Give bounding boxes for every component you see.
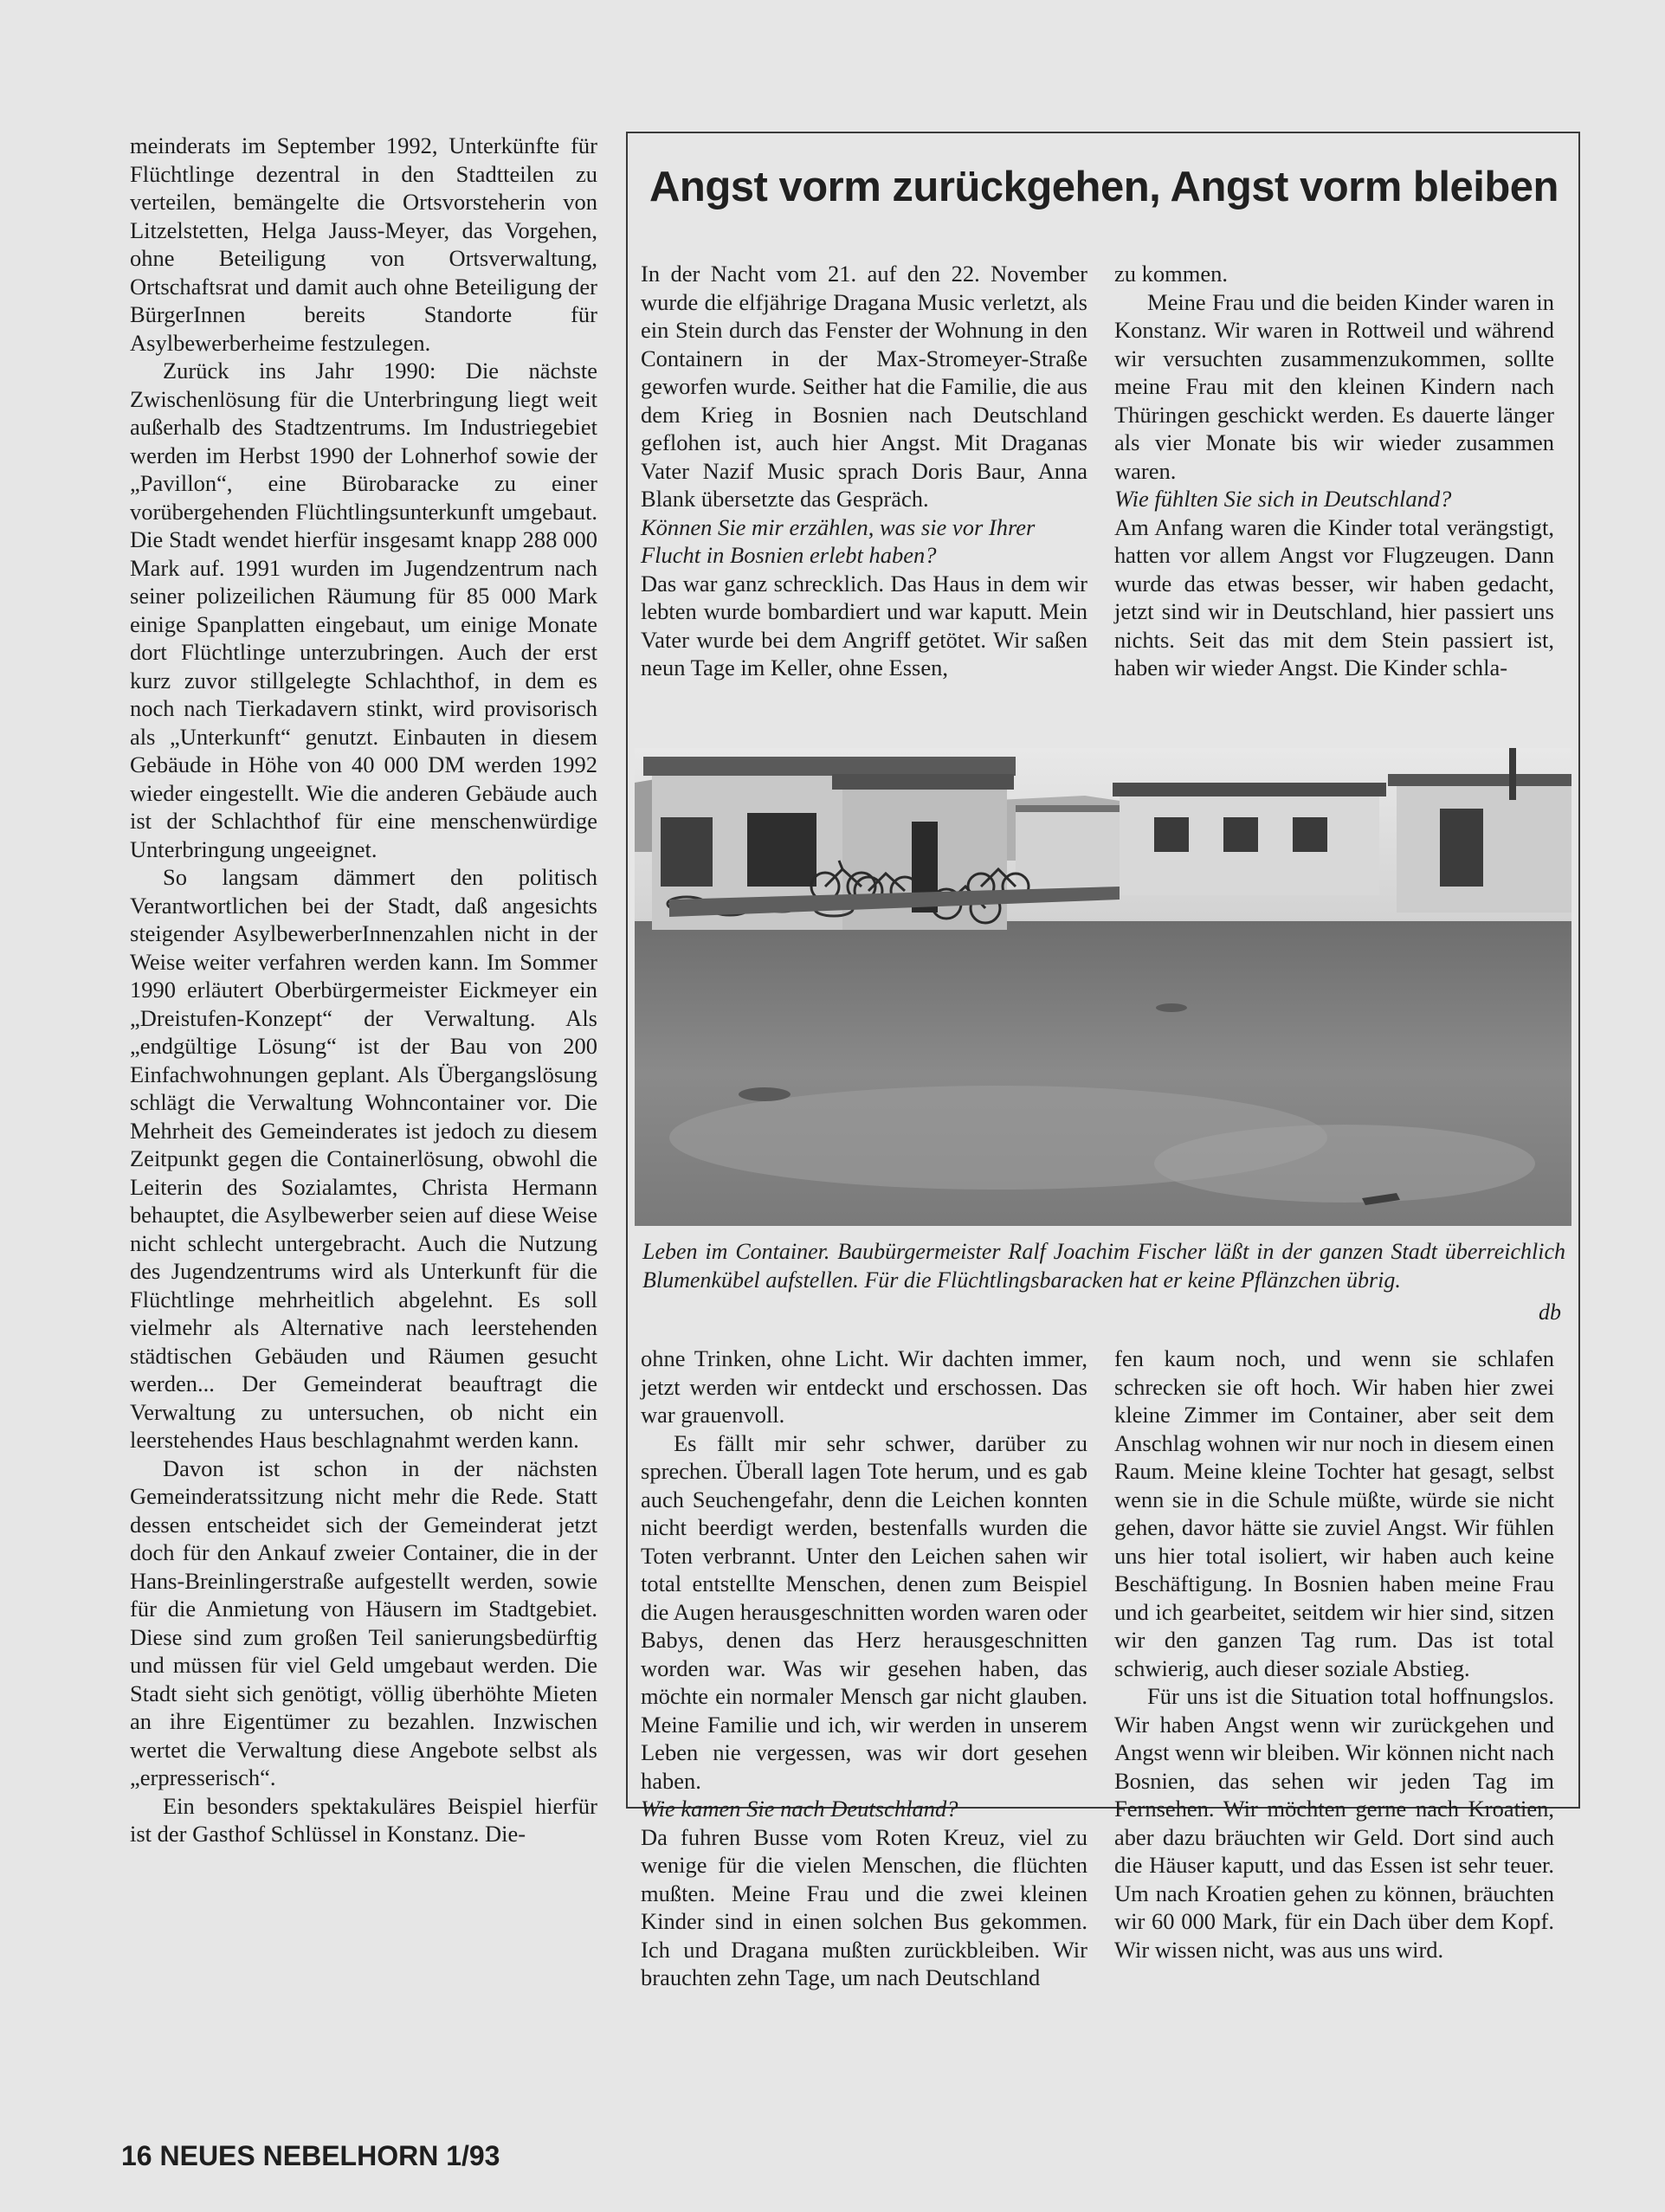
article-text-continued: zu kommen.	[1114, 261, 1228, 287]
article-intro: In der Nacht vom 21. auf den 22. November wurde die elfjährige Dragana Music verletzt, als ein Stein durch das Fenster der Wohnung in den Containern in der Max-Stromeyer-Straße geworfen wurde. Seither hat die Familie, die aus dem Krieg in Bosnien nach Deutschland geflohen ist, auch hier Angst. Mit Draganas Vater Nazif Music sprach Doris Baur, Anna Blank übersetzte das Gespräch.	[641, 261, 1087, 512]
interview-question-2: Wie fühlten Sie sich in Deutschland?	[1114, 486, 1452, 512]
left-paragraph-2: Zurück ins Jahr 1990: Die nächste Zwischenlösung für die Unterbringung liegt weit außerhalb des Stadtzentrums. Im Industriegebiet werden im Herbst 1990 der Lohnerhof sowie der „Pavillon“, eine Bürobaracke zu einer vorübergehenden Flüchtlingsunterkunft umgebaut. Die Stadt wendet hierfür insgesamt knapp 288 000 Mark auf. 1991 wurden im Jugendzentrum nach seiner polizeilichen Räumung für 85 000 Mark einige Spanplatten eingebaut, um einige Monate dort Flüchtlinge unterzubringen. Auch der erst kurz zuvor stillgelegte Schlachthof, in dem es noch nach Tierkadavern stinkt, wird provisorisch als „Unterkunft“ genutzt. Einbauten in diesem Gebäude in Höhe von 40 000 DM werden 1992 wieder eingestellt. Wie die anderen Gebäude auch ist der Schlachthof für eine menschenwürdige Unterbringung ungeeignet.	[130, 358, 597, 862]
interview-question-1: Können Sie mir erzählen, was sie vor Ihrer Flucht in Bosnien erlebt haben?	[641, 513, 1036, 568]
interview-answer-1: Das war ganz schrecklich. Das Haus in dem wir lebten wurde bombardiert und war kaputt. Mein Vater wurde bei dem Angriff getötet. Wir saßen neun Tage im Keller, ohne Essen,	[641, 570, 1087, 680]
left-column	[130, 132, 597, 1848]
article-text-continued: ohne Trinken, ohne Licht. Wir dachten immer, jetzt werden wir entdeckt und erschossen. Das war grauenvoll.	[641, 1345, 1087, 1428]
article-top-right-column	[1114, 260, 1554, 682]
article-bottom-right-column	[1114, 1345, 1554, 1964]
article-text-continued: fen kaum noch, und wenn sie schlafen schrecken sie oft hoch. Wir haben hier zwei kleine Zimmer im Container, aber seit dem Anschlag wohnen wir nur noch in diesem einen Raum. Meine kleine Tochter hat gesagt, selbst wenn sie in die Schule müßte, würde sie nicht gehen, davor hätte sie zuviel Angst. Wir fühlen uns hier total isoliert, wir haben auch keine Beschäftigung. In Bosnien haben meine Frau und ich gearbeitet, seitdem wir hier sind, sitzen wir den ganzen Tag rum. Das ist total schwierig, auch dieser soziale Abstieg.	[1114, 1345, 1554, 1681]
left-paragraph-1: meinderats im September 1992, Unterkünfte für Flüchtlinge dezentral in den Stadtteilen zu verteilen, bemängelte die Ortsvorsteherin von Litzelstetten, Helga Jauss-Meyer, das Vorgehen, ohne Beteiligung von Ortsverwaltung, Ortschaftsrat und damit auch ohne Beteiligung der BürgerInnen bereits Standorte für Asylbewerberheime festzulegen.	[130, 132, 597, 356]
left-paragraph-3: So langsam dämmert den politisch Verantwortlichen bei der Stadt, daß angesichts steigender AsylbewerberInnenzahlen nicht in der Weise weiter verfahren werden kann. Im Sommer 1990 erläutert Oberbürgermeister Eickmeyer ein „Dreistufen-Konzept“ der Verwaltung. Als „endgültige Lösung“ ist der Bau von 200 Einfachwohnungen geplant. Als Übergangslösung schlägt die Verwaltung Wohncontainer vor. Die Mehrheit des Gemeinderates ist jedoch zu diesem Zeitpunkt gegen die Containerlösung, obwohl die Leiterin des Sozialamtes, Christa Hermann behauptet, die Asylbewerber seien auf diese Weise nicht schlecht untergebracht. Auch die Nutzung des Jugendzentrums wird als Unterkunft für die Flüchtlinge mehrheitlich abgelehnt. Es soll vielmehr als Alternative nach leerstehenden städtischen Gebäuden und Räumen gesucht werden... Der Gemeinderat beauftragt die Verwaltung zu untersuchen, ob nicht ein leerstehendes Haus beschlagnahmt werden kann.	[130, 864, 597, 1453]
article-text: Es fällt mir sehr schwer, darüber zu sprechen. Überall lagen Tote herum, und es gab auch Seuchengefahr, denn die Leichen konnten nicht beerdigt werden, bestenfalls wurden die Toten verbrannt. Unter den Leichen sahen wir total entstellte Menschen, denen zum Beispiel die Augen herausgeschnitten worden waren oder Babys, denen das Herz herausgeschnitten worden war. Was wir gesehen haben, das möchte ein normaler Mensch gar nicht glauben. Meine Familie und ich, wir werden in unserem Leben nie vergessen, was wir dort gesehen haben.	[641, 1429, 1087, 1794]
container-barracks-photo	[635, 748, 1571, 1226]
article-bottom-left-column	[641, 1345, 1087, 1992]
article-text: Für uns ist die Situation total hoffnungslos. Wir haben Angst wenn wir zurückgehen und Angst wenn wir bleiben. Wir können nicht nach Bosnien, das sehen wir jeden Tag im Fernsehen. Wir möchten gerne nach Kroatien, aber dazu bräuchten wir Geld. Dort sind auch die Häuser kaputt, und das Essen ist sehr teuer. Um nach Kroatien gehen zu können, bräuchten wir 60 000 Mark, für ein Dach über dem Kopf. Wir wissen nicht, was aus uns wird.	[1114, 1683, 1554, 1963]
left-paragraph-4: Davon ist schon in der nächsten Gemeinderatssitzung nicht mehr die Rede. Statt dessen entscheidet sich der Gemeinderat jetzt doch für den Ankauf zweier Container, die in der Hans-Breinlingerstraße aufgestellt werden, sowie für die Anmietung von Häusern im Stadtgebiet. Diese sind zum großen Teil sanierungsbedürftig und müssen für viel Geld umgebaut werden. Die Stadt sieht sich genötigt, völlig überhöhte Mieten an ihre Eigentümer zu bezahlen. Inzwischen wertet die Verwaltung diese Angebote selbst als „erpresserisch“.	[130, 1454, 597, 1790]
interview-question-3: Wie kamen Sie nach Deutschland?	[641, 1796, 958, 1822]
photo-caption: Leben im Container. Baubürgermeister Ralf Joachim Fischer läßt in der ganzen Stadt überreichlich Blumenkübel aufstellen. Für die Flüchtlingsbaracken hat er keine Pflänzchen übrig.	[642, 1239, 1565, 1293]
article-headline: Angst vorm zurückgehen, Angst vorm bleiben	[649, 164, 1559, 210]
interview-answer-2: Am Anfang waren die Kinder total verängstigt, hatten vor allem Angst vor Flugzeugen. Dann wurde das etwas besser, wir haben gedacht, jetzt sind wir in Deutschland, hier passiert uns nichts. Seit das mit dem Stein passiert ist, haben wir wieder Angst. Die Kinder schla-	[1114, 513, 1554, 680]
photo-illustration	[635, 748, 1571, 1226]
page-footer: 16 NEUES NEBELHORN 1/93	[121, 2140, 500, 2171]
photo-credit: db	[1539, 1299, 1561, 1325]
left-paragraph-5: Ein besonders spektakuläres Beispiel hierfür ist der Gasthof Schlüssel in Konstanz. Die-	[130, 1792, 597, 1847]
article-top-left-column	[641, 260, 1087, 682]
article-text: Meine Frau und die beiden Kinder waren in Konstanz. Wir waren in Rottweil und während wir versuchten zusammenzukommen, sollte meine Frau mit den kleinen Kindern nach Thüringen geschickt werden. Es dauerte länger als vier Monate bis wir wieder zusammen waren.	[1114, 288, 1554, 484]
interview-answer-3: Da fuhren Busse vom Roten Kreuz, viel zu wenige für die vielen Menschen, die flüchten mußten. Meine Frau und die zwei kleinen Kinder sind in einen solchen Bus gekommen. Ich und Dragana mußten zurückbleiben. Wir brauchten zehn Tage, um nach Deutschland	[641, 1823, 1087, 1990]
